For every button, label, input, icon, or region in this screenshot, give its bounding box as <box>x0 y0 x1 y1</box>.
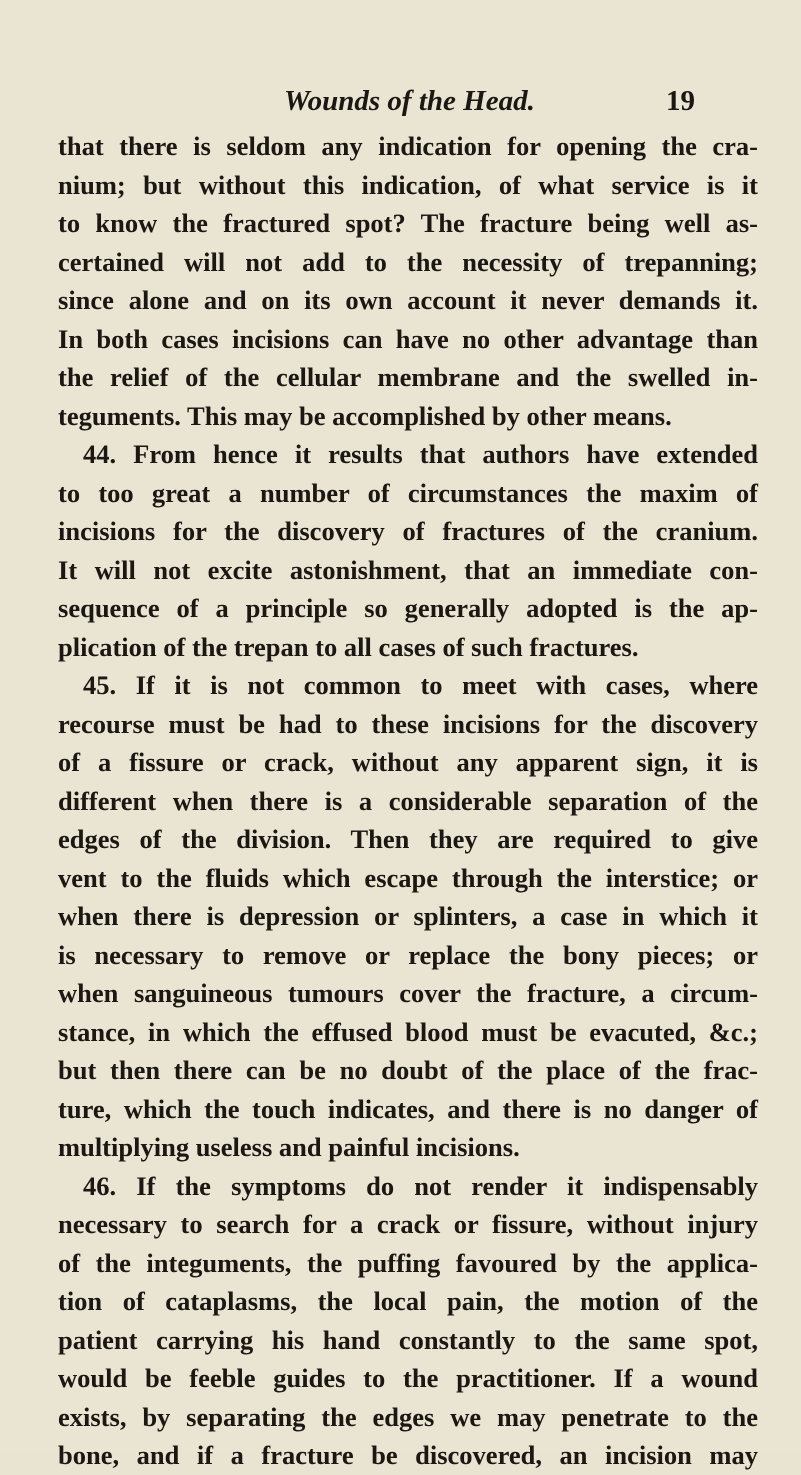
body-text <box>58 127 758 1475</box>
paragraph-start-45: 45. If it is not common to meet with cases, where <box>83 670 758 700</box>
text-line: necessary to search for a crack or fissure, without injury <box>58 1209 758 1239</box>
text-line: to too great a number of circumstances the maxim of <box>58 477 758 508</box>
text-line: edges of the division. Then they are required to give <box>58 824 758 854</box>
text-line: certained will not add to the necessity of trepanning; <box>58 246 758 277</box>
text-line: recourse must be had to these incisions for the discovery <box>58 708 758 739</box>
paragraph-start-44: 44. From hence it results that authors have extended <box>83 439 758 469</box>
text-line: teguments. This may be accomplished by other means. <box>58 400 672 431</box>
text-line: the relief of the cellular membrane and the swelled in- <box>58 362 758 392</box>
text-line: would be feeble guides to the practitioner. If a wound <box>58 1363 758 1393</box>
text-line: multiplying useless and painful incisions. <box>58 1132 520 1162</box>
text-line: when there is depression or splinters, a case in which it <box>58 901 758 931</box>
text-line: incisions for the discovery of fractures of the cranium. <box>58 516 758 546</box>
text-line: nium; but without this indication, of what service is it <box>58 169 758 200</box>
text-line: to know the fractured spot? The fracture being well as- <box>58 208 758 238</box>
text-line: plication of the trepan to all cases of such fractures. <box>58 631 639 662</box>
text-line: of the integuments, the puffing favoured by the applica- <box>58 1247 758 1278</box>
text-line: bone, and if a fracture be discovered, an incision may <box>58 1440 758 1470</box>
text-line: sequence of a principle so generally adopted is the ap- <box>58 593 758 623</box>
text-line: that there is seldom any indication for opening the cra- <box>58 131 758 161</box>
text-line: when sanguineous tumours cover the fracture, a circum- <box>58 978 758 1008</box>
page-header <box>0 83 801 123</box>
text-line: exists, by separating the edges we may penetrate to the <box>58 1401 758 1432</box>
text-line: since alone and on its own account it never demands it. <box>58 285 758 315</box>
text-line: tion of cataplasms, the local pain, the motion of the <box>58 1286 758 1316</box>
text-line: but then there can be no doubt of the place of the frac- <box>58 1055 758 1085</box>
running-title: Wounds of the Head. <box>284 85 535 117</box>
text-line: It will not excite astonishment, that an immediate con- <box>58 554 758 585</box>
text-line: is necessary to remove or replace the bony pieces; or <box>58 939 758 970</box>
text-line: of a fissure or crack, without any apparent sign, it is <box>58 747 758 777</box>
text-line: In both cases incisions can have no other advantage than <box>58 323 758 354</box>
page-number: 19 <box>666 85 695 117</box>
text-line: stance, in which the effused blood must be evacuted, &c.; <box>58 1016 758 1047</box>
text-line: ture, which the touch indicates, and there is no danger of <box>58 1093 758 1124</box>
text-line: vent to the fluids which escape through the interstice; or <box>58 862 758 893</box>
paragraph-start-46: 46. If the symptoms do not render it indispensably <box>83 1170 758 1201</box>
text-line: different when there is a considerable separation of the <box>58 785 758 816</box>
text-line: patient carrying his hand constantly to the same spot, <box>58 1324 758 1355</box>
